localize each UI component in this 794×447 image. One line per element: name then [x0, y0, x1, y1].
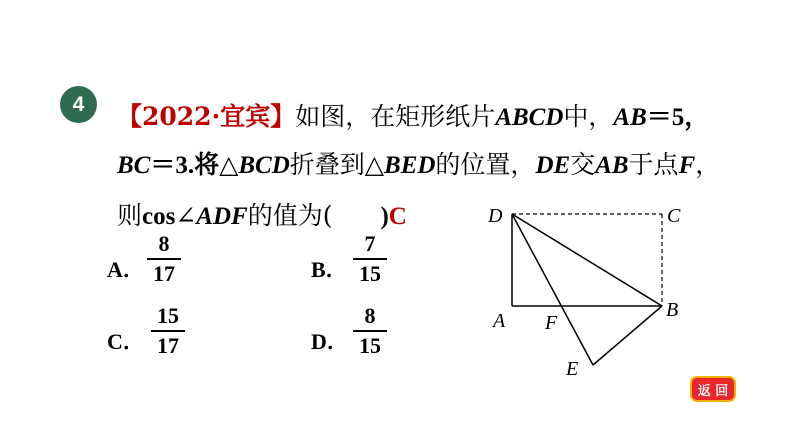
text: ＝3.将 — [150, 152, 220, 179]
var-f: F — [678, 152, 696, 179]
var-bed: BED — [384, 152, 436, 179]
option-label: A． — [107, 257, 145, 282]
var-adf: ADF — [196, 203, 248, 230]
edge-de — [512, 214, 593, 365]
var-bc: BC — [117, 152, 151, 179]
denominator: 15 — [359, 261, 381, 286]
text: 中， — [563, 102, 614, 131]
label-c: C — [667, 205, 681, 227]
numerator: 8 — [158, 231, 170, 256]
numerator: 8 — [364, 303, 376, 328]
text: 于点 — [628, 150, 679, 179]
cos-label: cos — [142, 203, 176, 230]
var-bcd: BCD — [238, 152, 290, 179]
text: 的位置， — [435, 150, 536, 179]
numerator: 7 — [364, 231, 376, 256]
denominator: 17 — [157, 333, 179, 358]
option-label: D． — [311, 329, 349, 354]
label-b: B — [666, 299, 679, 321]
option-label: C． — [107, 329, 145, 354]
triangle-symbol: △ — [364, 150, 385, 179]
text: ＝5， — [646, 104, 710, 131]
text: 折叠到 — [289, 150, 365, 179]
var-abcd: ABCD — [495, 104, 564, 131]
var-ab: AB — [613, 104, 647, 131]
label-a: A — [493, 310, 506, 332]
denominator: 17 — [153, 261, 175, 286]
text: 交 — [570, 150, 596, 179]
var-ab: AB — [595, 152, 629, 179]
text: 则 — [117, 201, 143, 230]
label-d: D — [488, 205, 503, 227]
question-source: 【2022·宜宾】 — [117, 102, 296, 131]
edge-db — [512, 214, 662, 306]
edge-be — [593, 306, 662, 365]
label-f: F — [545, 312, 558, 334]
numerator: 15 — [157, 303, 179, 328]
angle-symbol: ∠ — [175, 201, 197, 230]
triangle-symbol: △ — [219, 150, 239, 179]
back-button[interactable]: 返 回 — [690, 376, 736, 402]
label-e: E — [566, 358, 579, 380]
denominator: 15 — [359, 333, 381, 358]
var-de: DE — [535, 152, 571, 179]
option-label: B． — [311, 257, 348, 282]
question-number-badge: 4 — [60, 86, 97, 123]
text: ， — [695, 150, 721, 179]
text: ) — [380, 203, 389, 230]
text: 的值为( — [247, 201, 333, 230]
answer: C — [388, 203, 407, 230]
text: 如图，在矩形纸片 — [295, 102, 496, 131]
